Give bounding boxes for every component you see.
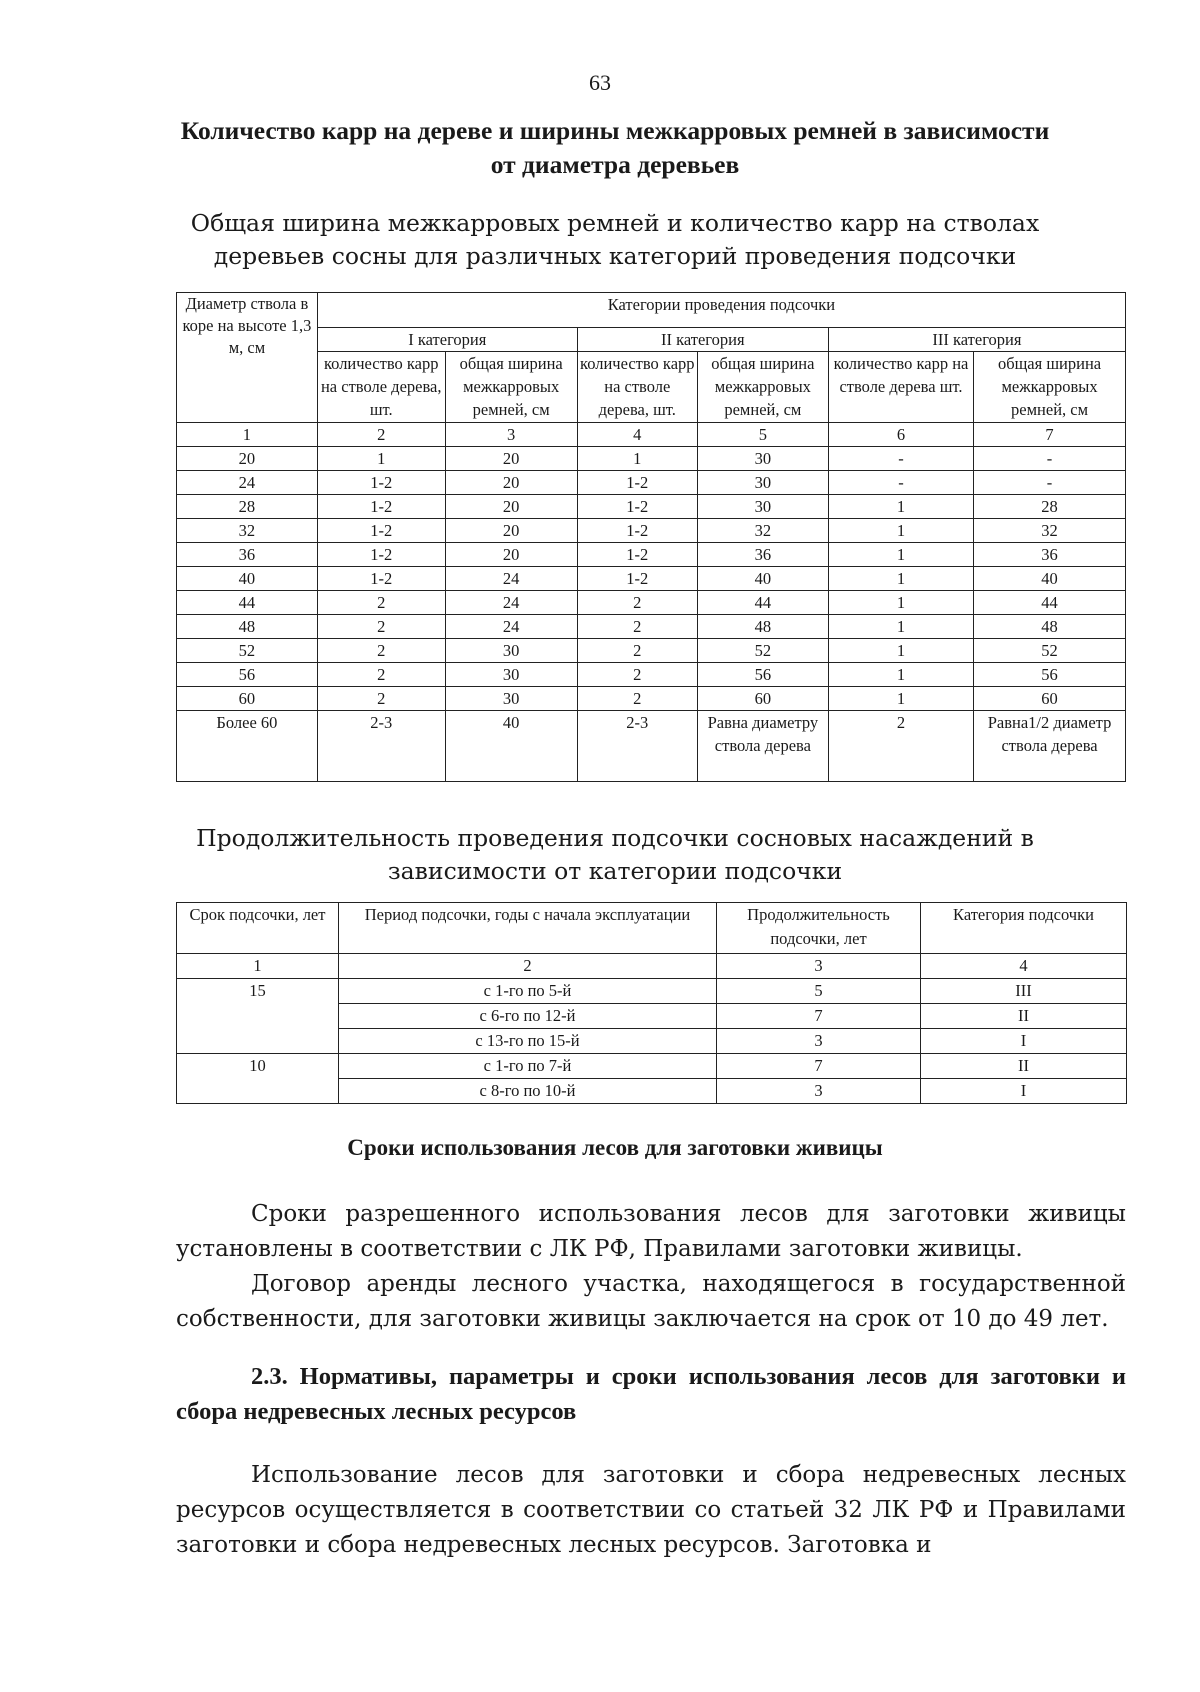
table-row — [177, 543, 1126, 567]
period-cell: с 6-го по 12-й — [339, 1004, 717, 1029]
paragraph: Использование лесов для заготовки и сбора недревесных лесных ресурсов осуществляется в соответствии со статьей 32 ЛК РФ и Правилами заготовки и сбора недревесных лесных ресурсов. Заготовка и — [176, 1462, 1126, 1558]
table-row — [177, 1054, 1127, 1079]
header-count-2: количество карр на стволе дерева, шт. — [577, 352, 697, 423]
table-cell: 2 — [828, 711, 973, 782]
table-cell: 1-2 — [317, 495, 445, 519]
table-row — [177, 639, 1126, 663]
table-cell: 1-2 — [317, 519, 445, 543]
section-heading: Сроки использования лесов для заготовки живицы — [347, 1135, 883, 1160]
column-number: 2 — [339, 954, 717, 979]
table-cell: 1 — [828, 567, 973, 591]
table-cell: 36 — [177, 543, 318, 567]
table-cell: 24 — [177, 471, 318, 495]
paragraph: Договор аренды лесного участка, находящегося в государственной собственности, для заготовки живицы заключается на срок от 10 до 49 лет. — [176, 1271, 1126, 1332]
table-cell: 1 — [828, 591, 973, 615]
header-category-1: I категория — [317, 328, 577, 352]
table-cell: 52 — [697, 639, 828, 663]
table-row-over-60 — [177, 711, 1126, 782]
heading-2-3: 2.3. Нормативы, параметры и сроки использования лесов для заготовки и сбора недревесных лесных ресурсов — [176, 1363, 1126, 1425]
column-number: 4 — [577, 423, 697, 447]
column-number: 2 — [317, 423, 445, 447]
category-cell: III — [921, 979, 1127, 1004]
table-cell: 1 — [828, 663, 973, 687]
header-category-3: III категория — [828, 328, 1125, 352]
table-cell: 44 — [177, 591, 318, 615]
table-cell: 52 — [974, 639, 1126, 663]
table-cell: 20 — [445, 471, 577, 495]
duration-cell: 3 — [717, 1029, 921, 1054]
table-cell: 30 — [697, 447, 828, 471]
table-cell: 40 — [974, 567, 1126, 591]
table-row — [177, 495, 1126, 519]
category-cell: I — [921, 1029, 1127, 1054]
duration-cell: 7 — [717, 1004, 921, 1029]
header-category-2: II категория — [577, 328, 828, 352]
table-cell: 1 — [828, 543, 973, 567]
column-number: 5 — [697, 423, 828, 447]
header-categories: Категории проведения подсочки — [317, 293, 1125, 328]
period-cell: с 1-го по 5-й — [339, 979, 717, 1004]
section-body — [176, 1197, 1126, 1337]
table-cell: 56 — [177, 663, 318, 687]
header-category: Категория подсочки — [921, 903, 1127, 954]
term-cell: 15 — [177, 979, 339, 1054]
table-cell: 1 — [828, 687, 973, 711]
table-cell: 2 — [317, 663, 445, 687]
table-cell: 48 — [177, 615, 318, 639]
table-cell: 1 — [828, 639, 973, 663]
table-row — [177, 447, 1126, 471]
table-cell: 2 — [577, 663, 697, 687]
table-cell: 2-3 — [577, 711, 697, 782]
table-cell: 2 — [577, 615, 697, 639]
paragraph: Сроки разрешенного использования лесов для заготовки живицы установлены в соответствии с ЛК РФ, Правилами заготовки живицы. — [176, 1201, 1126, 1262]
table-cell: 1-2 — [577, 567, 697, 591]
table-cell: Равна1/2 диаметр ствола дерева — [974, 711, 1126, 782]
table-cell: 28 — [177, 495, 318, 519]
table1-caption: Общая ширина межкарровых ремней и количество карр на стволах деревьев сосны для различных категорий проведения подсочки — [190, 209, 1040, 270]
column-number: 7 — [974, 423, 1126, 447]
table-cell: 28 — [974, 495, 1126, 519]
header-width-2: общая ширина межкарровых ремней, см — [697, 352, 828, 423]
table-cell: 1-2 — [577, 543, 697, 567]
table-cell: 2 — [317, 615, 445, 639]
table-cell: 48 — [974, 615, 1126, 639]
period-cell: с 8-го по 10-й — [339, 1079, 717, 1104]
duration-cell: 7 — [717, 1054, 921, 1079]
column-number-row — [177, 423, 1126, 447]
table-cell: 30 — [697, 471, 828, 495]
column-number: 4 — [921, 954, 1127, 979]
page-title: Количество карр на дереве и ширины межкарровых ремней в зависимости от диаметра деревьев — [180, 116, 1050, 179]
table-cell: 2 — [317, 639, 445, 663]
page-number: 63 — [589, 70, 611, 95]
table-cell: 1-2 — [317, 543, 445, 567]
table-cell: 30 — [445, 663, 577, 687]
table-cell: 20 — [177, 447, 318, 471]
table-cell: 30 — [697, 495, 828, 519]
table-cell: 52 — [177, 639, 318, 663]
table-cell: Равна диаметру ствола дерева — [697, 711, 828, 782]
table-row — [177, 979, 1127, 1004]
table-row — [177, 519, 1126, 543]
table-cell: 20 — [445, 543, 577, 567]
column-number: 1 — [177, 423, 318, 447]
table-cell: 2 — [577, 639, 697, 663]
header-count-1: количество карр на стволе дерева, шт. — [317, 352, 445, 423]
table-cell: 2 — [317, 687, 445, 711]
header-width-1: общая ширина межкарровых ремней, см — [445, 352, 577, 423]
table-cell: 1 — [828, 495, 973, 519]
table-cell: 24 — [445, 615, 577, 639]
table-cell: 60 — [697, 687, 828, 711]
table-cell: 40 — [697, 567, 828, 591]
column-number: 1 — [177, 954, 339, 979]
header-duration: Продолжительность подсочки, лет — [717, 903, 921, 954]
table-cell: 24 — [445, 591, 577, 615]
table-cell: 1-2 — [577, 519, 697, 543]
table-cell: 1-2 — [577, 495, 697, 519]
table-cell: 20 — [445, 519, 577, 543]
table-cell: 40 — [177, 567, 318, 591]
category-cell: I — [921, 1079, 1127, 1104]
table-cell: 60 — [974, 687, 1126, 711]
table-cell: 2 — [577, 591, 697, 615]
table-cell: 2 — [317, 591, 445, 615]
table-cell: Более 60 — [177, 711, 318, 782]
table-cell: 1 — [828, 519, 973, 543]
column-number: 3 — [445, 423, 577, 447]
table-cell: 32 — [697, 519, 828, 543]
table-cell: 56 — [697, 663, 828, 687]
period-cell: с 13-го по 15-й — [339, 1029, 717, 1054]
table-cell: 36 — [974, 543, 1126, 567]
header-period: Период подсочки, годы с начала эксплуатации — [339, 903, 717, 954]
table-cell: - — [828, 471, 973, 495]
period-cell: с 1-го по 7-й — [339, 1054, 717, 1079]
table-cell: 44 — [974, 591, 1126, 615]
category-cell: II — [921, 1004, 1127, 1029]
table-cell: 30 — [445, 639, 577, 663]
table-cell: 1-2 — [577, 471, 697, 495]
term-cell: 10 — [177, 1054, 339, 1104]
table-cell: 56 — [974, 663, 1126, 687]
table-cell: 40 — [445, 711, 577, 782]
duration-cell: 5 — [717, 979, 921, 1004]
table-cell: 1 — [577, 447, 697, 471]
table-cell: 1 — [317, 447, 445, 471]
table-cell: 2-3 — [317, 711, 445, 782]
table-cell: - — [974, 471, 1126, 495]
table-cell: 32 — [974, 519, 1126, 543]
column-number: 3 — [717, 954, 921, 979]
table-cell: 1-2 — [317, 471, 445, 495]
table-cell: 32 — [177, 519, 318, 543]
resin-tapping-width-table — [176, 292, 1126, 782]
table-row — [177, 687, 1126, 711]
header-width-3: общая ширина межкарровых ремней, см — [974, 352, 1126, 423]
table-cell: 20 — [445, 495, 577, 519]
column-number: 6 — [828, 423, 973, 447]
table-cell: 60 — [177, 687, 318, 711]
duration-cell: 3 — [717, 1079, 921, 1104]
table2-caption: Продолжительность проведения подсочки сосновых насаждений в зависимости от категории подсочки — [196, 824, 1034, 885]
table-cell: 30 — [445, 687, 577, 711]
header-diameter: Диаметр ствола в коре на высоте 1,3 м, см — [177, 293, 318, 423]
header-term: Срок подсочки, лет — [177, 903, 339, 954]
tapping-duration-table — [176, 902, 1127, 1104]
table-cell: - — [828, 447, 973, 471]
header-count-3: количество карр на стволе дерева шт. — [828, 352, 973, 423]
table-row — [177, 471, 1126, 495]
table-cell: 1 — [828, 615, 973, 639]
section-2-3-body — [176, 1458, 1126, 1563]
table-cell: - — [974, 447, 1126, 471]
table-cell: 36 — [697, 543, 828, 567]
category-cell: II — [921, 1054, 1127, 1079]
table-row — [177, 615, 1126, 639]
table-cell: 20 — [445, 447, 577, 471]
table-cell: 44 — [697, 591, 828, 615]
table-row — [177, 567, 1126, 591]
table-cell: 1-2 — [317, 567, 445, 591]
table-row — [177, 591, 1126, 615]
table-cell: 2 — [577, 687, 697, 711]
table-cell: 48 — [697, 615, 828, 639]
table-cell: 24 — [445, 567, 577, 591]
table-row — [177, 663, 1126, 687]
